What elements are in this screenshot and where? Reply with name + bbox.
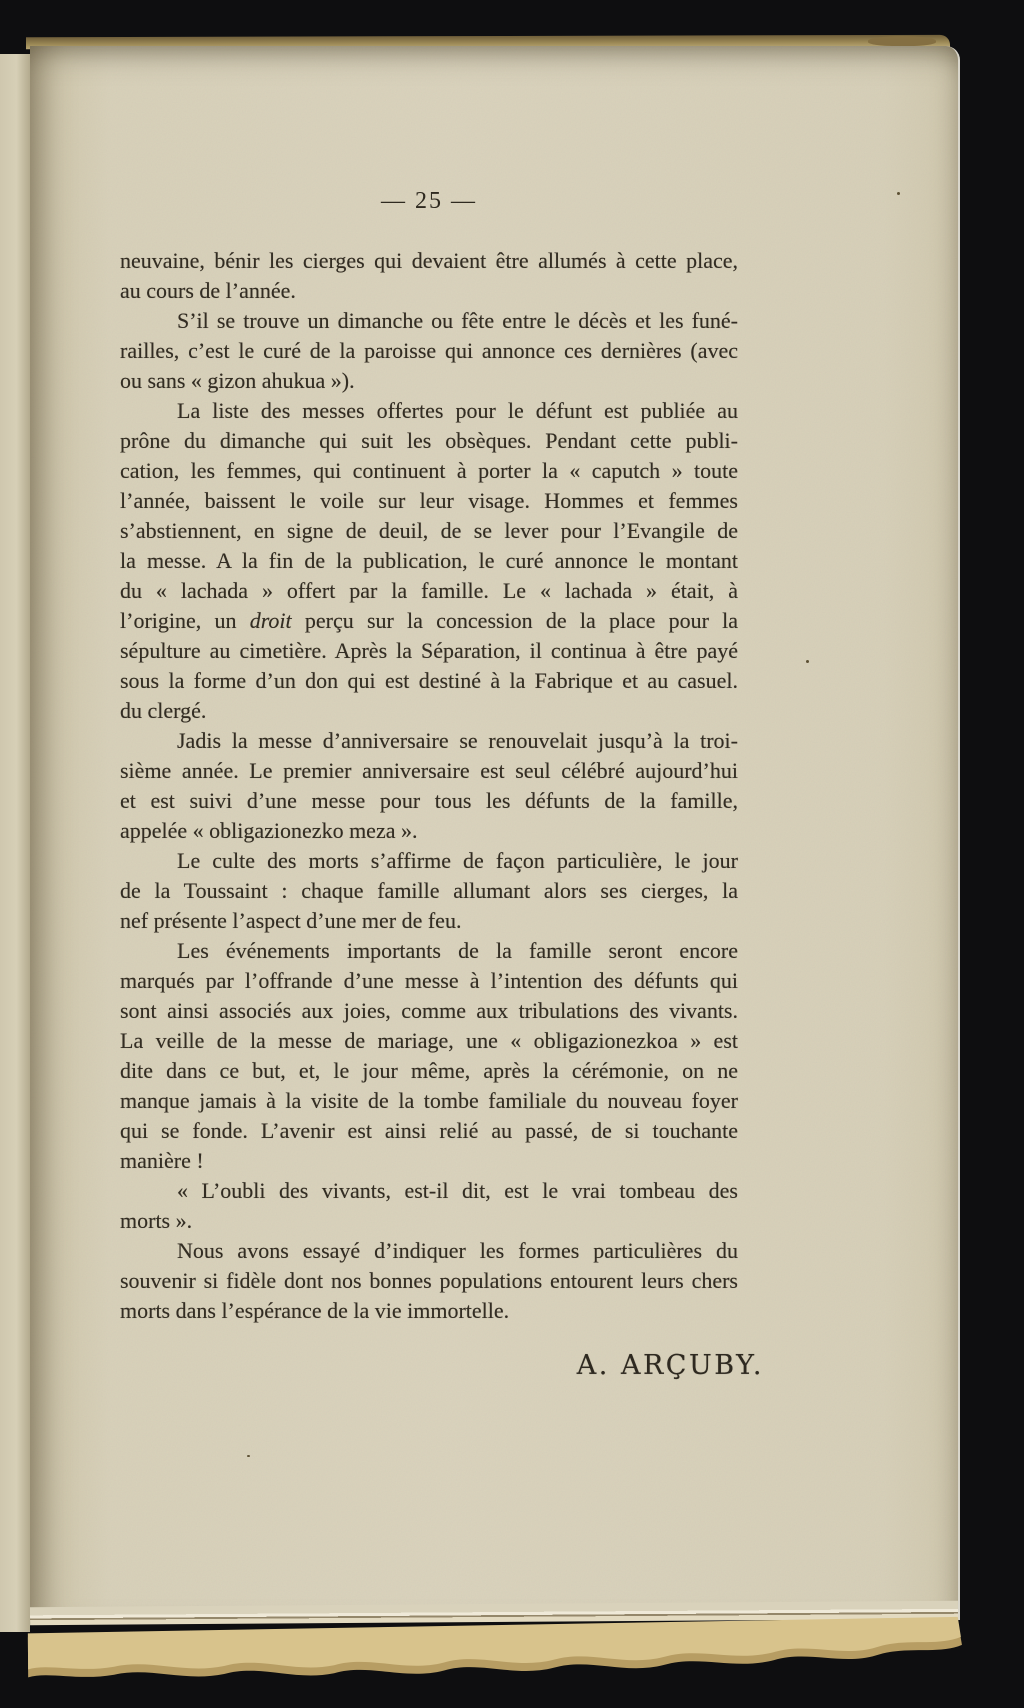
text-segment: ou sans « gizon ahukua »). (120, 368, 355, 393)
text-segment: railles, c’est le curé de la paroisse qui annonce ces dernières (avec (120, 338, 738, 363)
text-line (120, 846, 738, 876)
text-line (120, 1296, 738, 1326)
text-segment: appelée « obligazionezko meza ». (120, 818, 418, 843)
page-corner-wear (868, 36, 936, 46)
text-line (120, 276, 738, 306)
text-line (120, 1146, 738, 1176)
text-line (120, 426, 738, 456)
text-segment: manque jamais à la visite de la tombe familiale du nouveau foyer (120, 1088, 738, 1113)
text-segment: marqués par l’offrande d’une messe à l’intention des défunts qui (120, 968, 738, 993)
paper-speck (806, 660, 809, 663)
text-line (120, 1086, 738, 1116)
text-segment: qui se fonde. L’avenir est ainsi relié au passé, de si touchante (120, 1118, 738, 1143)
text-segment: sont ainsi associés aux joies, comme aux tribulations des vivants. (120, 998, 738, 1023)
text-line (120, 1056, 738, 1086)
text-segment: morts dans l’espérance de la vie immortelle. (120, 1298, 510, 1323)
text-line (120, 996, 738, 1026)
deckle-edge (8, 1615, 1008, 1692)
text-line (120, 696, 738, 726)
text-segment: Les événements importants de la famille seront encore (177, 938, 738, 963)
text-line (120, 396, 738, 426)
text-line (120, 1206, 738, 1236)
page-number: — 25 — (381, 188, 477, 214)
text-line (120, 606, 738, 636)
text-segment: « L’oubli des vivants, est-il dit, est le vrai tombeau des (177, 1178, 738, 1203)
text-segment: sous la forme d’un don qui est destiné à la Fabrique et au casuel. (120, 668, 738, 693)
text-segment: S’il se trouve un dimanche ou fête entre le décès et les funé- (177, 308, 738, 333)
text-line (120, 456, 738, 486)
text-segment: morts ». (120, 1208, 193, 1233)
text-line (120, 1266, 738, 1296)
text-segment: du clergé. (120, 698, 207, 723)
paper-speck (247, 1455, 250, 1457)
text-line (120, 726, 738, 756)
text-segment: perçu sur la concession de la place pour la (291, 608, 738, 633)
text-line (120, 906, 738, 936)
text-line (120, 666, 738, 696)
text-segment: sième année. Le premier anniversaire est seul célébré aujourd’hui (120, 758, 738, 783)
text-line (120, 306, 738, 336)
text-segment: prône du dimanche qui suit les obsèques. Pendant cette publi- (120, 428, 738, 453)
text-line (120, 576, 738, 606)
text-segment: l’année, baissent le voile sur leur visage. Hommes et femmes (120, 488, 738, 513)
text-line (120, 786, 738, 816)
text-line (120, 756, 738, 786)
text-segment: et est suivi d’une messe pour tous les défunts de la famille, (120, 788, 738, 813)
text-line (120, 936, 738, 966)
text-segment: au cours de l’année. (120, 278, 296, 303)
text-line (120, 1116, 738, 1146)
text-line (120, 1236, 738, 1266)
text-segment: Nous avons essayé d’indiquer les formes particulières du (177, 1238, 738, 1263)
text-segment: manière ! (120, 1148, 204, 1173)
text-line (120, 1026, 738, 1056)
text-segment: la messe. A la fin de la publication, le curé annonce le montant (120, 548, 738, 573)
text-segment: dite dans ce but, et, le jour même, après la cérémonie, on ne (120, 1058, 738, 1083)
text-line (120, 336, 738, 366)
text-segment: souvenir si fidèle dont nos bonnes populations entourent leurs chers (120, 1268, 738, 1293)
paper-speck (897, 192, 900, 195)
author-signature: A. ARÇUBY. (576, 1350, 764, 1381)
text-segment: l’origine, un (120, 608, 250, 633)
italic-text: droit (249, 608, 292, 633)
text-segment: Jadis la messe d’anniversaire se renouvelait jusqu’à la troi- (177, 728, 738, 753)
text-line (120, 876, 738, 906)
text-line (120, 366, 738, 396)
text-line (120, 966, 738, 996)
text-segment: Le culte des morts s’affirme de façon particulière, le jour (177, 848, 738, 873)
text-line (120, 486, 738, 516)
text-line (120, 816, 738, 846)
previous-page-edge (0, 54, 30, 1632)
text-segment: nef présente l’aspect d’une mer de feu. (120, 908, 462, 933)
text-segment: du « lachada » offert par la famille. Le « lachada » était, à (120, 578, 738, 603)
text-segment: s’abstiennent, en signe de deuil, de se lever pour l’Evangile de (120, 518, 738, 543)
text-segment: La veille de la messe de mariage, une « obligazionezkoa » est (120, 1028, 738, 1053)
text-segment: sépulture au cimetière. Après la Séparation, il continua à être payé (120, 638, 738, 663)
text-line (120, 546, 738, 576)
text-line (120, 636, 738, 666)
page-content (120, 186, 764, 1382)
text-segment: La liste des messes offertes pour le défunt est publiée au (177, 398, 738, 423)
text-segment: neuvaine, bénir les cierges qui devaient être allumés à cette place, (120, 248, 738, 273)
text-segment: cation, les femmes, qui continuent à porter la « caputch » toute (120, 458, 738, 483)
body-lines (120, 246, 738, 1326)
text-line (120, 1176, 738, 1206)
text-line (120, 246, 738, 276)
text-segment: de la Toussaint : chaque famille allumant alors ses cierges, la (120, 878, 738, 903)
text-line (120, 516, 738, 546)
